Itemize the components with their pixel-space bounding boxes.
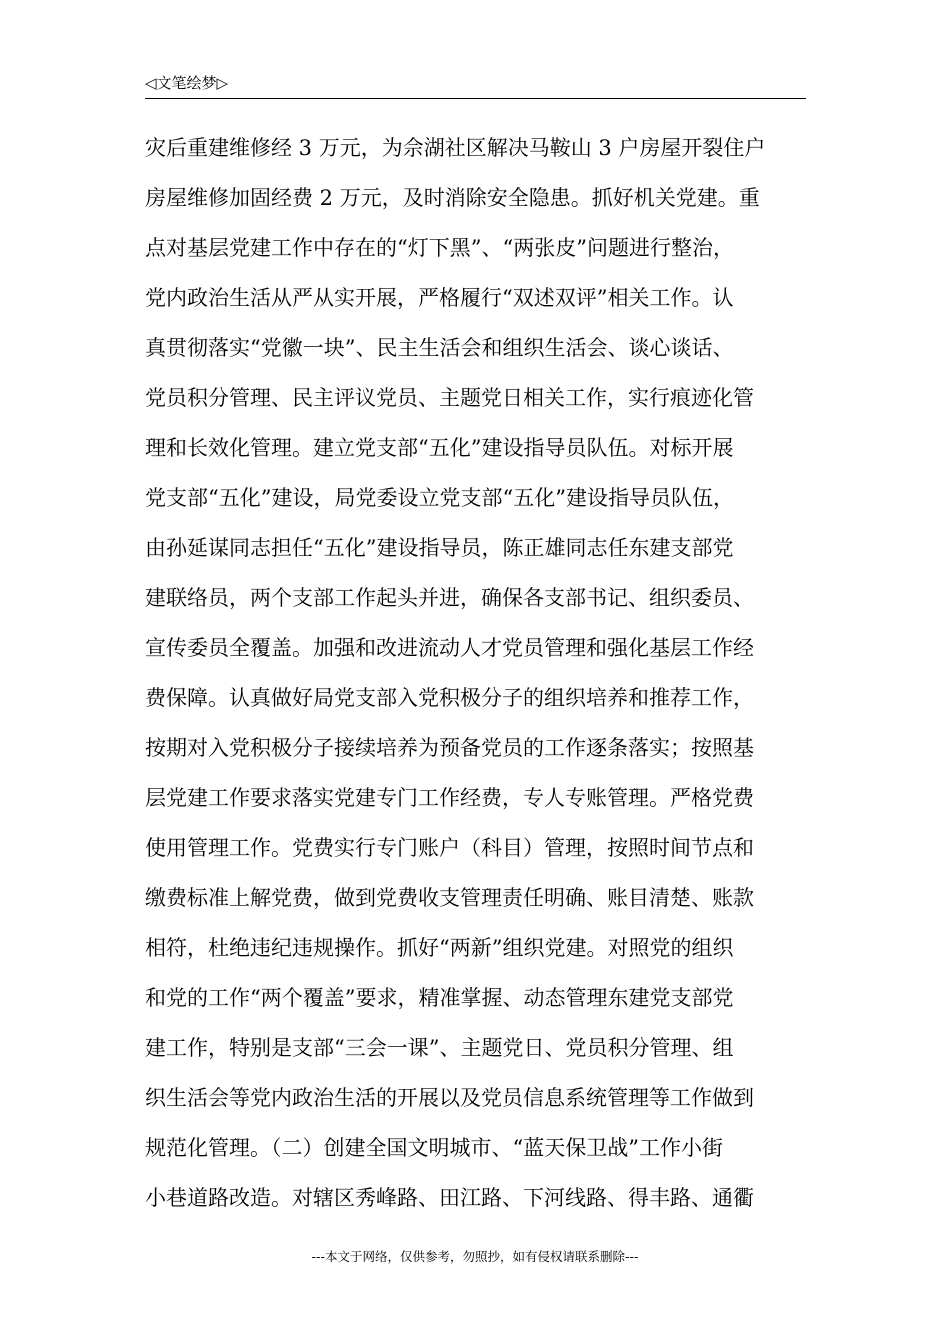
body-line: 房屋维修加固经费 2 万元，及时消除安全隐患。抓好机关党建。重 xyxy=(145,186,760,210)
body-line: 和党的工作“两个覆盖”要求，精准掌握、动态管理东建党支部党 xyxy=(145,986,734,1010)
body-line: 缴费标准上解党费，做到党费收支管理责任明确、账目清楚、账款 xyxy=(145,886,754,910)
body-line: 真贯彻落实“党徽一块”、民主生活会和组织生活会、谈心谈话、 xyxy=(145,336,734,360)
body-line: 相符，杜绝违纪违规操作。抓好“两新”组织党建。对照党的组织 xyxy=(145,936,734,960)
page-footer-disclaimer: ---本文于网络，仅供参考，勿照抄，如有侵权请联系删除--- xyxy=(311,1249,639,1264)
body-line: 按期对入党积极分子接续培养为预备党员的工作逐条落实；按照基 xyxy=(145,736,754,760)
body-line: 层党建工作要求落实党建专门工作经费，专人专账管理。严格党费 xyxy=(145,786,754,810)
page-header xyxy=(145,70,806,99)
body-line: 党内政治生活从严从实开展，严格履行“双述双评”相关工作。认 xyxy=(145,286,734,310)
body-line: 建联络员，两个支部工作起头并进，确保各支部书记、组织委员、 xyxy=(145,586,754,610)
body-line: 建工作，特别是支部“三会一课”、主题党日、党员积分管理、组 xyxy=(145,1036,734,1060)
body-line: 灾后重建维修经 3 万元，为佘湖社区解决马鞍山 3 户房屋开裂住户 xyxy=(145,136,766,160)
document-body xyxy=(145,128,810,1228)
body-line: 点对基层党建工作中存在的“灯下黑”、“两张皮”问题进行整治， xyxy=(145,236,734,260)
header-title: ◁文笔绘梦▷ xyxy=(145,74,229,92)
body-line: 费保障。认真做好局党支部入党积极分子的组织培养和推荐工作， xyxy=(145,686,754,710)
body-line: 使用管理工作。党费实行专门账户（科目）管理，按照时间节点和 xyxy=(145,836,754,860)
body-line: 理和长效化管理。建立党支部“五化”建设指导员队伍。对标开展 xyxy=(145,436,734,460)
body-line: 规范化管理。（二）创建全国文明城市、“蓝天保卫战”工作小街 xyxy=(145,1136,723,1160)
body-line: 由孙延谋同志担任“五化”建设指导员，陈正雄同志任东建支部党 xyxy=(145,536,734,560)
body-line: 宣传委员全覆盖。加强和改进流动人才党员管理和强化基层工作经 xyxy=(145,636,754,660)
body-line: 织生活会等党内政治生活的开展以及党员信息系统管理等工作做到 xyxy=(145,1086,754,1110)
body-line: 党支部“五化”建设，局党委设立党支部“五化”建设指导员队伍， xyxy=(145,486,734,510)
body-line: 小巷道路改造。对辖区秀峰路、田江路、下河线路、得丰路、通衢 xyxy=(145,1186,754,1210)
body-line: 党员积分管理、民主评议党员、主题党日相关工作，实行痕迹化管 xyxy=(145,386,754,410)
